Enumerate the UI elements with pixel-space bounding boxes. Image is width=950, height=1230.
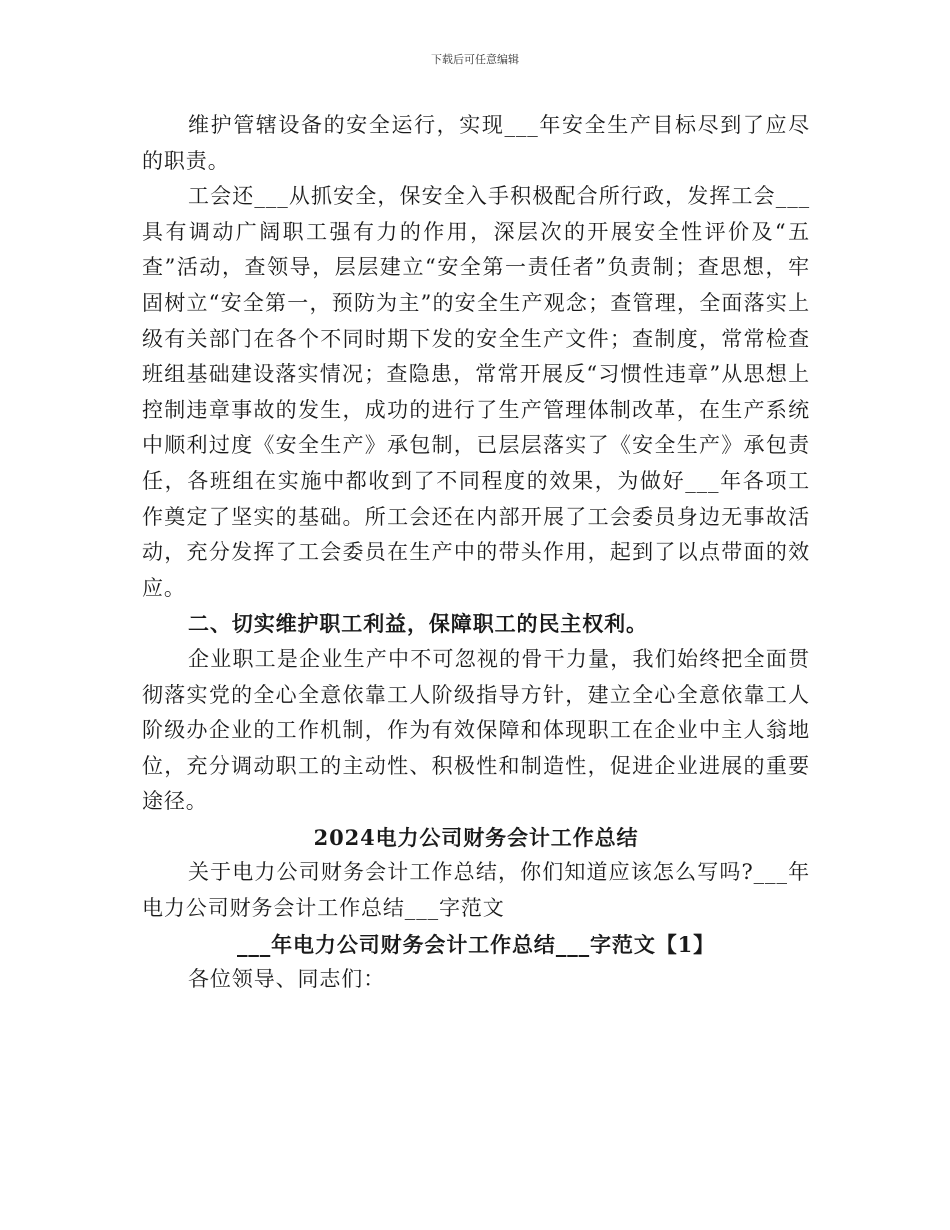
paragraph-4: 关于电力公司财务会计工作总结，你们知道应该怎么写吗?___年电力公司财务会计工作总结___字范文 — [142, 860, 810, 921]
paragraph-2: 工会还___从抓安全，保安全入手积极配合所行政，发挥工会___具有调动广阔职工强有力的作用，深层次的开展安全性评价及“五查”活动，查领导，层层建立“安全第一责任者”负责制；查思想，牢固树立“安全第一，预防为主”的安全生产观念；查管理，全面落实上级有关部门在各个不同时期下发的安全生产文件；查制度，常常检查班组基础建设落实情况；查隐患，常常开展反“习惯性违章”从思想上控制违章事故的发生，成功的进行了生产管理体制改革，在生产系统中顺利过度《安全生产》承包制，已层层落实了《安全生产》承包责任，各班组在实施中都收到了不同程度的效果，为做好___年各项工作奠定了坚实的基础。所工会还在内部开展了工会委员身边无事故活动，充分发挥了工会委员在生产中的带头作用，起到了以点带面的效应。 — [142, 184, 810, 600]
paragraph-1: 维护管辖设备的安全运行，实现___年安全生产目标尽到了应尽的职责。 — [142, 113, 810, 173]
page-header-note: 下载后可任意编辑 — [431, 53, 519, 66]
document-subtitle: ___年电力公司财务会计工作总结___字范文【1】 — [236, 931, 716, 957]
paragraph-5: 各位领导、同志们： — [188, 967, 386, 992]
paragraph-3: 企业职工是企业生产中不可忽视的骨干力量，我们始终把全面贯彻落实党的全心全意依靠工人阶级指导方针，建立全心全意依靠工人阶级办企业的工作机制，作为有效保障和体现职工在企业中主人翁地位，充分调动职工的主动性、积极性和制造性，促进企业进展的重要途径。 — [142, 646, 810, 814]
document-title: 2024电力公司财务会计工作总结 — [313, 824, 639, 850]
document-body — [142, 108, 810, 998]
section-heading-2: 二、切实维护职工利益，保障职工的民主权利。 — [188, 611, 648, 637]
